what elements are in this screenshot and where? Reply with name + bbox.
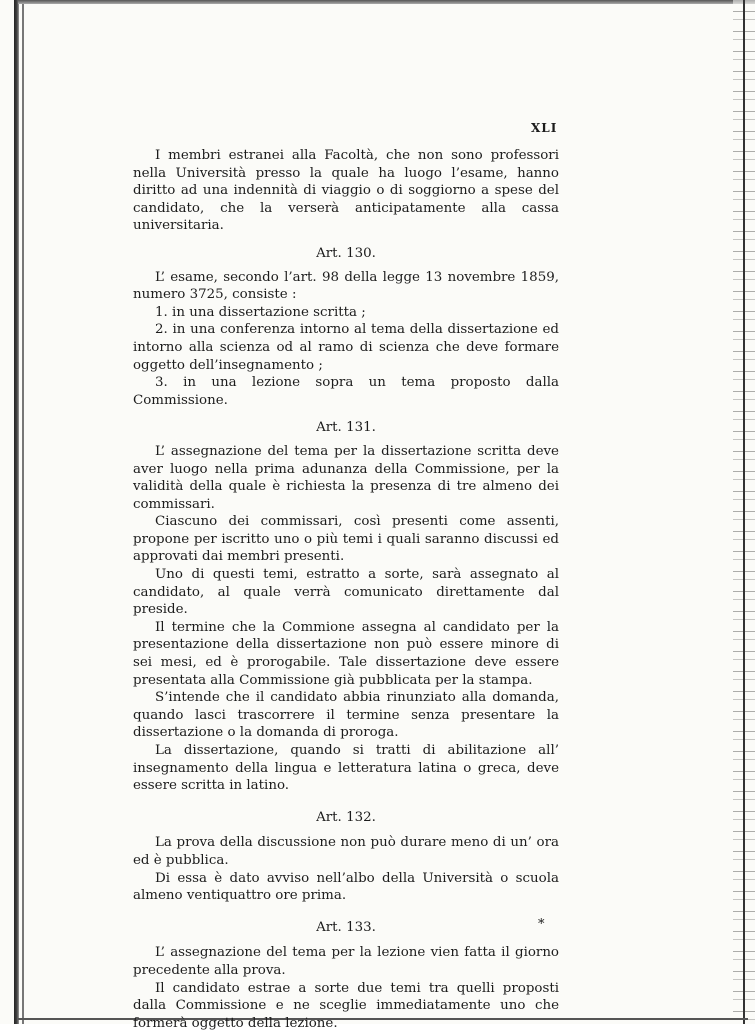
paragraph: L’ assegnazione del tema per la dissertazione scritta deve aver luogo nella prima adunanza della Commissione, per la validità della quale è richiesta la presenza di tre almeno dei commissari. bbox=[133, 443, 559, 512]
paragraph: Ciascuno dei commissari, così presenti come assenti, propone per iscritto uno o più temi i quali saranno discussi ed approvati dai membri presenti. bbox=[133, 514, 559, 565]
article-heading: Art. 132. bbox=[316, 809, 376, 825]
paragraph: Di essa è dato avviso nell’albo della Università o scuola almeno ventiquattro ore prima. bbox=[133, 870, 559, 904]
paragraph: S’intende che il candidato abbia rinunziato alla domanda, quando lasci trascorrere il termine senza presentare la dissertazione o la domanda di proroga. bbox=[133, 690, 559, 741]
paragraph: L’ esame, secondo l’art. 98 della legge 13 novembre 1859, numero 3725, consiste : bbox=[133, 269, 559, 303]
paragraph: L’ assegnazione del tema per la lezione vien fatta il giorno precedente alla prova. bbox=[133, 945, 559, 978]
article-heading: Art. 133. bbox=[316, 919, 376, 935]
list-item: 1. in una dissertazione scritta ; bbox=[155, 304, 366, 320]
list-item: 3. in una lezione sopra un tema proposto dalla Commissione. bbox=[133, 375, 559, 408]
intro-paragraph: I membri estranei alla Facoltà, che non sono professori nella Università presso la quale ha luogo l’esame, hanno diritto ad una indennità di viaggio o di soggiorno a spese del candidato, che la verserà anticipatamente alla cassa universitaria. bbox=[133, 148, 559, 234]
footer-mark: * bbox=[538, 917, 545, 932]
body-text bbox=[133, 147, 559, 1032]
paragraph: Il candidato estrae a sorte due temi tra quelli proposti dalla Commissione e ne sceglie immediatamente uno che formerà oggetto della lezione. bbox=[133, 980, 559, 1031]
paragraph: Uno di questi temi, estratto a sorte, sarà assegnato al candidato, al quale verrà comunicato direttamente dal preside. bbox=[133, 567, 559, 618]
article-heading: Art. 130. bbox=[316, 245, 376, 261]
article-heading: Art. 131. bbox=[316, 420, 376, 436]
page-number: XLI bbox=[531, 121, 558, 135]
binding-edge-line bbox=[22, 0, 24, 1024]
paragraph: La dissertazione, quando si tratti di abilitazione all’ insegnamento della lingua e letteratura latina o greca, deve essere scritta in latino. bbox=[133, 743, 559, 794]
paragraph: La prova della discussione non può durare meno di un’ ora ed è pubblica. bbox=[133, 835, 559, 868]
page-edge-right-line bbox=[743, 0, 745, 1024]
list-item: 2. in una conferenza intorno al tema della dissertazione ed intorno alla scienza od al ramo di scienza che deve formare oggetto dell’insegnamento ; bbox=[133, 322, 559, 373]
page-edge-top bbox=[18, 0, 755, 4]
binding-edge-left bbox=[14, 0, 19, 1024]
paragraph: Il termine che la Commione assegna al candidato per la presentazione della dissertazione non può essere minore di sei mesi, ed è prorogabile. Tale dissertazione deve essere presentata alla Commissione già pubblicata per la stampa. bbox=[133, 619, 559, 688]
